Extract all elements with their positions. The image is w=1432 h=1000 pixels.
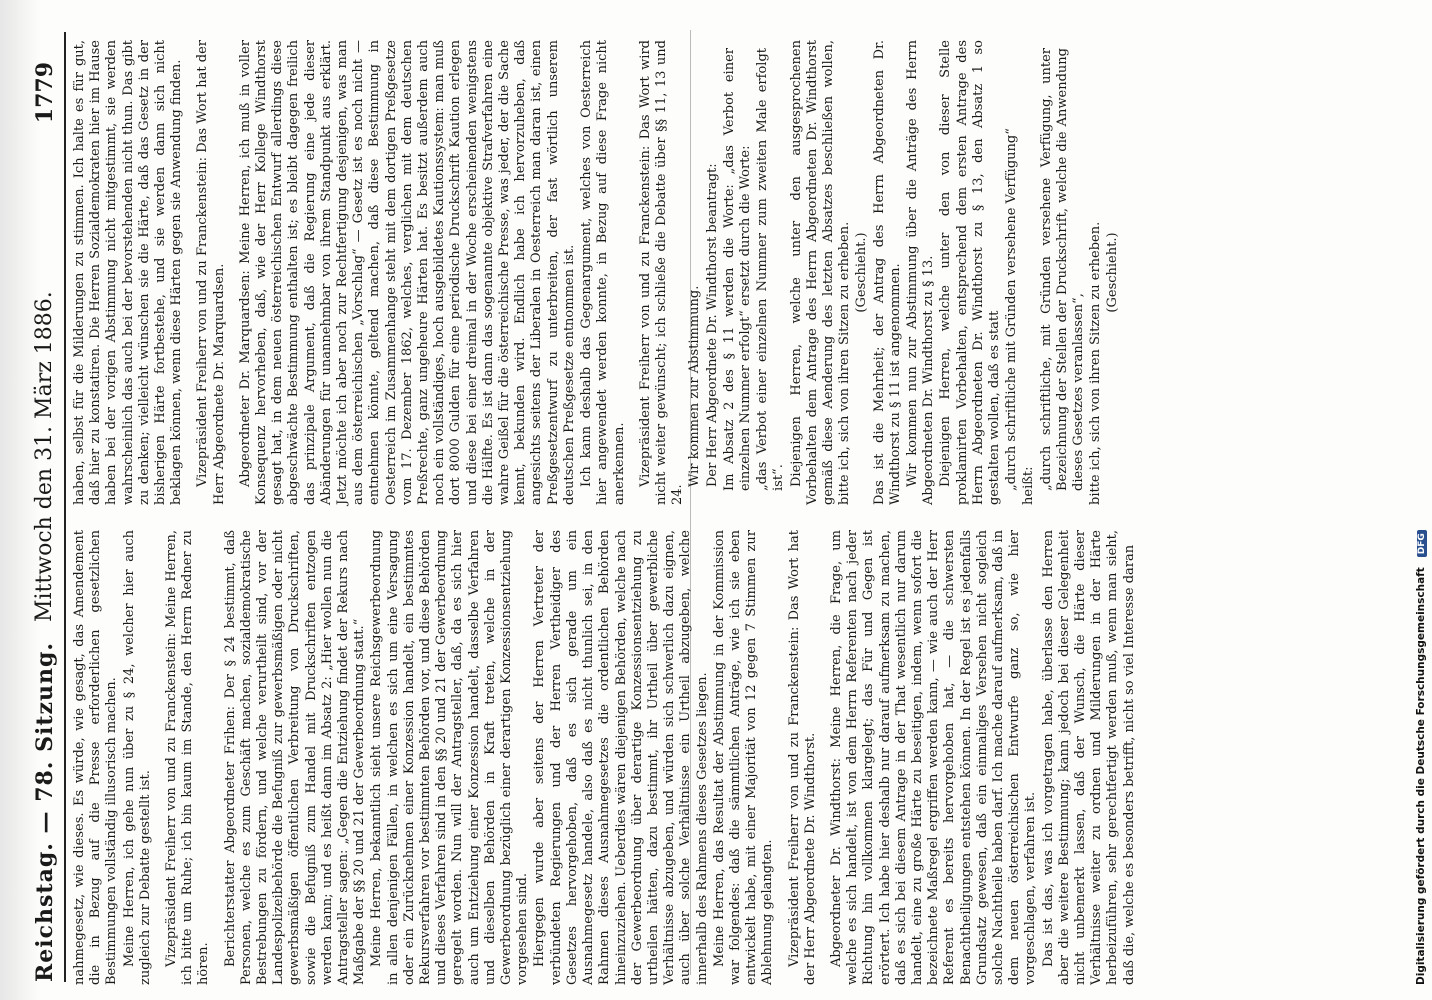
paragraph: Ich kann deshalb das Gegenargument, welches von Oesterreich hier angewendet werden konnte, in Bezug auf diese Frage nicht anerkennen. xyxy=(579,40,627,505)
paragraph: Meine Herren, ich gehe nun über zu § 24, welcher hier auch zugleich zur Debatte gestellt ist. xyxy=(121,530,153,985)
paragraph: Wir kommen nun zur Abstimmung über die Anträge des Herrn Abgeordneten Dr. Windthorst zu § 13. xyxy=(904,40,937,505)
paragraph: Im Absatz 2 des § 11 werden die Worte: „das Verbot einer einzelnen Nummer erfolgt“ ersetzt durch die Worte: xyxy=(721,48,753,491)
paragraph: Vizepräsident Freiherr von und zu Franckenstein: Das Wort hat der Herr Abgeordnete Dr. Windthorst. xyxy=(786,530,818,985)
paragraph: Das ist das, was ich vorgetragen habe, überlasse den Herren aber die weitere Bestimmung; kann jedoch bei dieser Gelegenheit nicht unbemerkt lassen, daß der Wunsch, die Härte dieser Verhältnisse weiter zu ordnen und Milderungen in der Härte herbeizuführen, sehr gerechtfertigt werden muß, wenn man sieht, daß die, welche es besonders betrifft, nicht so viel Interesse daran xyxy=(1040,530,1137,985)
paragraph-gap xyxy=(155,530,164,985)
column-1 xyxy=(72,530,1139,985)
paragraph: Meine Herren, das Resultat der Abstimmung in der Kommission war folgendes: daß die sämmtlichen Anträge, wie ich sie eben entwickelt habe, mit einer Majorität von 12 gegen 7 Stimmen zur Ablehnung gelangten. xyxy=(711,530,776,985)
paragraph: Vizepräsident Freiherr von und zu Franckenstein: Meine Herren, ich bitte um Ruhe; ich bin kaum im Stande, den Herrn Redner zu hören. xyxy=(164,530,212,985)
paragraph: Diejenigen Herren, welche unter den von dieser Stelle proklamirten Vorbehalten, entsprechend dem ersten Antrage des Herrn Abgeordneten Dr. Windthorst zu § 13, den Absatz 1 so gestalten wollen, daß es statt xyxy=(938,40,1002,505)
header-left: Reichstag. — 78. Sitzung. xyxy=(32,641,58,982)
paragraph: bitte ich, sich von ihren Sitzen zu erheben. xyxy=(1088,221,1104,505)
paragraph-gap xyxy=(778,530,787,985)
paragraph-gap xyxy=(629,40,638,505)
paragraph: Diejenigen Herren, welche unter den ausgesprochenen Vorbehalten dem Antrage des Herrn Abgeordneten Dr. Windthorst gemäß diese Aenderung des letzten Absatzes beschließen wollen, bitte ich, sich von ihren Sitzen zu erheben. xyxy=(788,40,853,505)
paragraph: Der Herr Abgeordnete Dr. Windthorst beantragt: xyxy=(704,163,720,487)
paragraph: Abgeordneter Dr. Windthorst: Meine Herren, die Frage, um welche es sich handelt, ist von dem Herrn Referenten nach jeder Richtung hin vollkommen klargelegt; das Für und Gegen ist erörtert. Ich habe hier deshalb nur darauf aufmerksam zu machen, daß es sich bei diesem Antrage in der That wesentlich nur darum handelt, eine zu große Härte zu beseitigen, indem, wenn sofort die bezeichnete Maßregel ergriffen werden kann, — wie auch der Herr Referent es bereits hervorgehoben hat, — die schwersten Benachtheiligungen entstehen können. In der Regel ist es jedenfalls Grundsatz gewesen, daß ein einmaliges Versehen nicht sogleich solche Nachtheile haben darf. Ich mache darauf aufmerksam, daß in dem neuen österreichischen Entwurfe ganz so, wie hier vorgeschlagen, verfahren ist. xyxy=(828,530,1039,985)
paragraph: heißt: xyxy=(1021,466,1037,505)
paragraph: haben, selbst für die Milderungen zu stimmen. Ich halte es für gut, daß hier zu konstatiren. Die Herren Sozialdemokraten hier im Hause haben bei der vorigen Abstimmung nicht mitgestimmt, sie werden wahrscheinlich das auch bei der bevorstehenden nicht thun. Das gibt zu denken; vielleicht wünschen sie die Härte, daß das Gesetz in der bisherigen Härte fortbestehe, und sie werden dann sich nicht beklagen können, wenn diese Härten gegen sie Anwendung finden. xyxy=(72,40,185,505)
column-2 xyxy=(72,40,1123,505)
paragraph: Hiergegen wurde aber seitens der Herren Vertreter der verbündeten Regierungen und der Herren Vertheidiger des Gesetzes hervorgehoben, daß es sich gerade um ein Ausnahmegesetz handele, also daß es nicht thunlich sei, in den Rahmen dieses Ausnahmegesetzes die ordentlichen Behörden hineinzuziehen. Ueberdies wären diejenigen Behörden, welche nach der Gewerbeordnung über derartige Konzessionsentziehung zu urtheilen hätten, dazu bestimmt, ihr Urtheil über gewerbliche Verhältnisse abzugeben, und würden sich schwerlich dazu eignen, auch über solche Verhältnisse ein Urtheil abzugeben, welche innerhalb des Rahmens dieses Gesetzes liegen. xyxy=(532,530,710,985)
paragraph: Vizepräsident Freiherr von und zu Franckenstein: Das Wort wird nicht weiter gewünscht; ich schließe die Debatte über §§ 11, 13 und 24. xyxy=(637,40,686,505)
dfg-logo: DFG xyxy=(1417,530,1427,557)
paragraph: „durch schriftliche mit Gründen versehene Verfügung“ xyxy=(1004,128,1020,491)
paragraph: Abgeordneter Dr. Marquardsen: Meine Herren, ich muß in voller Konsequenz hervorheben, daß, wie der Herr Kollege Windthorst gesagt hat, in dem neuen österreichischen Entwurf allerdings diese abgeschwächte Bestimmung enthalten ist; es bleibt dagegen freilich das prinzipale Argument, daß die Regierung eine jede dieser Abänderungen für unannehmbar von ihrem Standpunkt aus erklärt. Jetzt möchte ich aber noch zur Rechtfertigung desjenigen, was man aus dem österreichischen „Vorschlag“ — Gesetz ist es noch nicht — entnehmen könnte, geltend machen, daß diese Bestimmung in Oesterreich im Zusammenhange steht mit dem dortigen Preßgesetze vom 17. Dezember 1862, welches, verglichen mit dem deutschen Preßrechte, ganz ungeheure Härten hat. Es besitzt außerdem auch noch ein vollständiges, hoch ausgebildetes Kautionssystem: man muß dort 8000 Gulden für eine periodische Druckschrift Kaution erlegen und diese bei einer dreimal in der Woche erscheinenden wenigstens die Hälfte. Es ist dann das sogenannte objektive Strafverfahren eine wahre Geißel für die österreichische Presse, was jeder, der die Sache kennt, bekunden wird. Endlich habe ich hervorzuheben, daß angesichts seitens der Liberalen in Oesterreich man daran ist, einen Preßgesetzentwurf zu unterbreiten, der fast wörtlich unserem deutschen Preßgesetze entnommen ist. xyxy=(237,40,577,505)
paragraph-gap xyxy=(229,40,238,505)
credit-text: Digitalisierung gefördert durch die Deutsche Forschungsgemeinschaft xyxy=(1415,567,1427,985)
paragraph: Wir kommen zur Abstimmung. xyxy=(687,285,703,487)
paragraph: „das Verbot einer einzelnen Nummer zum zweiten Male erfolgt ist“. xyxy=(755,48,787,491)
digitization-credit xyxy=(1415,25,1431,985)
paragraph-gap xyxy=(186,40,195,505)
paragraph: Berichterstatter Abgeordneter Frihen: Der § 24 bestimmt, daß Personen, welche es zum Geschäft machen, sozialdemokratische Bestrebungen zu fördern, und welche verurtheilt sind, vor der Landespolizeibehörde die Befugniß zur gewerbsmäßigen oder nicht gewerbsmäßigen öffentlichen Verbreitung von Druckschriften, sowie die Befugniß zum Handel mit Druckschriften entzogen werden kann; und es heißt dann im Absatz 2: „Hier wollen nun die Antragsteller sagen: „Gegen die Entziehung findet der Rekurs nach Maßgabe der §§ 20 und 21 der Gewerbeordnung statt.“ xyxy=(222,530,368,985)
paragraph: nahmegesetz, wie dieses. Es würde, wie gesagt, das Amendement die in Bezug auf die Presse erforderlichen gesetzlichen Bestimmungen vollständig illusorisch machen. xyxy=(72,530,120,985)
page-header xyxy=(32,32,68,982)
paragraph-gap xyxy=(214,530,223,985)
paragraph: (Geschieht.) xyxy=(854,232,870,313)
paragraph: (Geschieht.) xyxy=(1105,232,1121,313)
header-rule xyxy=(64,32,66,982)
paragraph: Meine Herren, bekanntlich sieht unsere Reichsgewerbeordnung in allen denjenigen Fällen, in welchen es sich um eine Versagung oder ein Zurücknehmen einer Konzession handelt, ein bestimmtes Rekursverfahren vor bestimmten Behörden vor, und diese Behörden und dieses Verfahren sind in den §§ 20 und 21 der Gewerbeordnung geregelt worden. Nun will der Antragsteller, daß, da es sich hier auch um Entziehung einer Konzession handelt, dasselbe Verfahren und dieselben Behörden in Kraft treten, welche in der Gewerbeordnung bezüglich einer derartigen Konzessionsentziehung vorgesehen sind. xyxy=(369,530,531,985)
paragraph-gap xyxy=(820,530,829,985)
header-date: Mittwoch den 31. März 1886. xyxy=(32,291,57,622)
paragraph: „durch schriftliche, mit Gründen versehene Verfügung, unter Bezeichnung der Stellen der Druckschrift, welche die Anwendung dieses Gesetzes veranlassen“, xyxy=(1038,48,1086,491)
page-number: 1779 xyxy=(32,62,58,124)
paragraph: Vizepräsident Freiherr von und zu Franckenstein: Das Wort hat der Herr Abgeordnete Dr. Marquardsen. xyxy=(195,40,227,505)
paragraph: Das ist die Mehrheit; der Antrag des Herrn Abgeordneten Dr. Windthorst zu § 11 ist angenommen. xyxy=(871,40,903,505)
